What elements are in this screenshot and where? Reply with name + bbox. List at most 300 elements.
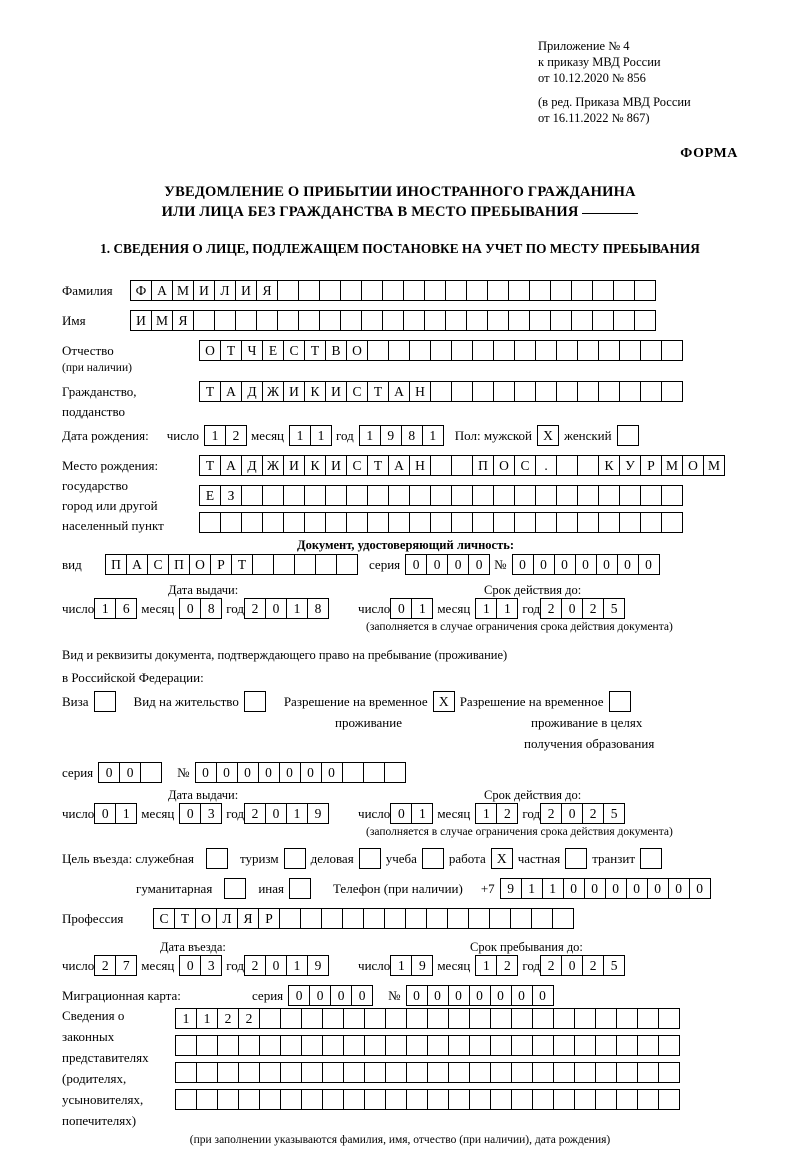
cell[interactable] — [550, 310, 572, 331]
cell[interactable]: М — [661, 455, 683, 476]
cell[interactable]: 9 — [307, 803, 329, 824]
cell[interactable]: С — [346, 455, 368, 476]
cell[interactable]: 1 — [390, 955, 412, 976]
cell[interactable] — [217, 1089, 239, 1110]
cell[interactable] — [556, 381, 578, 402]
cell[interactable] — [406, 1008, 428, 1029]
cell[interactable]: 2 — [582, 803, 604, 824]
cell[interactable]: 0 — [561, 803, 583, 824]
cell[interactable] — [406, 1062, 428, 1083]
cell[interactable]: Я — [256, 280, 278, 301]
cell[interactable]: Ж — [262, 381, 284, 402]
migration-number-input[interactable] — [406, 985, 553, 1006]
cell[interactable] — [447, 908, 469, 929]
permit-number-input[interactable] — [195, 762, 405, 783]
cell[interactable]: А — [151, 280, 173, 301]
legal-rep-input-row-2[interactable] — [175, 1035, 679, 1056]
cell[interactable]: Д — [241, 381, 263, 402]
cell[interactable]: Т — [231, 554, 253, 575]
cell[interactable] — [469, 1008, 491, 1029]
cell[interactable] — [616, 1062, 638, 1083]
cell[interactable]: 0 — [448, 985, 470, 1006]
cell[interactable]: 2 — [217, 1008, 239, 1029]
cell[interactable] — [301, 1089, 323, 1110]
temp-residence-checkbox[interactable]: X — [433, 691, 455, 712]
doc-valid-month-input[interactable] — [475, 598, 517, 619]
cell[interactable]: А — [126, 554, 148, 575]
cell[interactable] — [343, 1008, 365, 1029]
cell[interactable] — [322, 1035, 344, 1056]
cell[interactable] — [301, 1008, 323, 1029]
cell[interactable]: 0 — [179, 803, 201, 824]
cell[interactable]: 0 — [469, 985, 491, 1006]
phone-input[interactable] — [500, 878, 710, 899]
cell[interactable]: З — [220, 485, 242, 506]
cell[interactable] — [426, 908, 448, 929]
cell[interactable]: О — [682, 455, 704, 476]
cell[interactable] — [469, 1089, 491, 1110]
cell[interactable]: 0 — [309, 985, 331, 1006]
cell[interactable]: П — [168, 554, 190, 575]
cell[interactable] — [427, 1089, 449, 1110]
cell[interactable] — [430, 340, 452, 361]
cell[interactable]: 1 — [411, 598, 433, 619]
cell[interactable]: 3 — [200, 955, 222, 976]
cell[interactable]: 1 — [496, 598, 518, 619]
cell[interactable]: 0 — [575, 554, 597, 575]
cell[interactable]: Н — [409, 455, 431, 476]
cell[interactable] — [574, 1062, 596, 1083]
cell[interactable]: 2 — [540, 803, 562, 824]
cell[interactable]: И — [193, 280, 215, 301]
cell[interactable] — [532, 1089, 554, 1110]
cell[interactable]: Ф — [130, 280, 152, 301]
cell[interactable]: 0 — [98, 762, 120, 783]
cell[interactable] — [472, 340, 494, 361]
cell[interactable]: С — [153, 908, 175, 929]
doc-series-input[interactable] — [405, 554, 489, 575]
doc-number-input[interactable] — [512, 554, 659, 575]
cell[interactable] — [619, 340, 641, 361]
cell[interactable] — [300, 908, 322, 929]
cell[interactable]: 1 — [196, 1008, 218, 1029]
cell[interactable] — [424, 280, 446, 301]
cell[interactable] — [140, 762, 162, 783]
cell[interactable] — [574, 1089, 596, 1110]
cell[interactable] — [445, 310, 467, 331]
cell[interactable] — [514, 381, 536, 402]
cell[interactable] — [367, 340, 389, 361]
cell[interactable] — [613, 310, 635, 331]
cell[interactable] — [259, 1008, 281, 1029]
cell[interactable] — [510, 908, 532, 929]
cell[interactable]: 1 — [289, 425, 311, 446]
cell[interactable] — [514, 512, 536, 533]
permit-series-input[interactable] — [98, 762, 161, 783]
cell[interactable]: 2 — [244, 803, 266, 824]
cell[interactable] — [409, 485, 431, 506]
cell[interactable]: 9 — [380, 425, 402, 446]
cell[interactable]: С — [514, 455, 536, 476]
cell[interactable] — [199, 512, 221, 533]
cell[interactable] — [175, 1062, 197, 1083]
cell[interactable] — [235, 310, 257, 331]
cell[interactable]: . — [535, 455, 557, 476]
cell[interactable] — [658, 1035, 680, 1056]
cell[interactable]: Р — [640, 455, 662, 476]
cell[interactable] — [508, 280, 530, 301]
cell[interactable]: 8 — [200, 598, 222, 619]
cell[interactable]: 1 — [115, 803, 137, 824]
cell[interactable]: Л — [216, 908, 238, 929]
cell[interactable] — [637, 1089, 659, 1110]
cell[interactable] — [363, 908, 385, 929]
edu-residence-checkbox[interactable] — [609, 691, 631, 712]
cell[interactable] — [490, 1035, 512, 1056]
cell[interactable] — [385, 1008, 407, 1029]
cell[interactable] — [532, 1035, 554, 1056]
stay-day-input[interactable] — [390, 955, 432, 976]
cell[interactable] — [637, 1035, 659, 1056]
cell[interactable]: 2 — [582, 598, 604, 619]
cell[interactable]: 1 — [422, 425, 444, 446]
cell[interactable] — [342, 762, 364, 783]
purpose-business-checkbox[interactable] — [359, 848, 381, 869]
cell[interactable]: П — [105, 554, 127, 575]
patronymic-input[interactable] — [199, 340, 682, 361]
cell[interactable] — [262, 485, 284, 506]
cell[interactable]: Н — [409, 381, 431, 402]
cell[interactable]: 0 — [330, 985, 352, 1006]
cell[interactable]: А — [220, 455, 242, 476]
cell[interactable] — [634, 310, 656, 331]
residence-permit-checkbox[interactable] — [244, 691, 266, 712]
cell[interactable] — [279, 908, 301, 929]
cell[interactable] — [367, 512, 389, 533]
cell[interactable] — [490, 1062, 512, 1083]
cell[interactable] — [430, 512, 452, 533]
profession-input[interactable] — [153, 908, 573, 929]
cell[interactable] — [283, 485, 305, 506]
cell[interactable]: 9 — [500, 878, 522, 899]
cell[interactable] — [343, 1035, 365, 1056]
citizenship-input[interactable] — [199, 381, 682, 402]
cell[interactable] — [301, 1035, 323, 1056]
cell[interactable]: Я — [172, 310, 194, 331]
visa-checkbox[interactable] — [94, 691, 116, 712]
cell[interactable] — [298, 310, 320, 331]
cell[interactable] — [321, 908, 343, 929]
cell[interactable] — [319, 280, 341, 301]
cell[interactable]: Т — [174, 908, 196, 929]
cell[interactable] — [364, 1089, 386, 1110]
cell[interactable] — [451, 512, 473, 533]
birthplace-input-row-1[interactable] — [199, 455, 724, 476]
cell[interactable]: И — [130, 310, 152, 331]
cell[interactable] — [388, 485, 410, 506]
cell[interactable] — [406, 1035, 428, 1056]
cell[interactable]: Р — [258, 908, 280, 929]
cell[interactable]: 0 — [605, 878, 627, 899]
cell[interactable]: И — [235, 280, 257, 301]
cell[interactable] — [304, 485, 326, 506]
cell[interactable] — [493, 381, 515, 402]
cell[interactable] — [196, 1035, 218, 1056]
cell[interactable] — [451, 485, 473, 506]
purpose-transit-checkbox[interactable] — [640, 848, 662, 869]
permit-valid-year-input[interactable] — [540, 803, 624, 824]
legal-rep-input-row-4[interactable] — [175, 1089, 679, 1110]
cell[interactable] — [532, 1062, 554, 1083]
cell[interactable] — [175, 1089, 197, 1110]
cell[interactable]: И — [325, 455, 347, 476]
cell[interactable] — [340, 280, 362, 301]
cell[interactable]: 0 — [216, 762, 238, 783]
cell[interactable] — [619, 381, 641, 402]
cell[interactable] — [489, 908, 511, 929]
cell[interactable]: 0 — [447, 554, 469, 575]
cell[interactable]: 1 — [175, 1008, 197, 1029]
cell[interactable]: 1 — [94, 598, 116, 619]
cell[interactable] — [466, 310, 488, 331]
cell[interactable]: Е — [199, 485, 221, 506]
cell[interactable] — [577, 512, 599, 533]
cell[interactable] — [342, 908, 364, 929]
cell[interactable]: 0 — [533, 554, 555, 575]
cell[interactable]: Л — [214, 280, 236, 301]
cell[interactable] — [514, 485, 536, 506]
cell[interactable] — [598, 512, 620, 533]
cell[interactable] — [637, 1008, 659, 1029]
cell[interactable] — [382, 280, 404, 301]
sex-female-checkbox[interactable] — [617, 425, 639, 446]
cell[interactable] — [217, 1062, 239, 1083]
cell[interactable] — [616, 1035, 638, 1056]
permit-issue-year-input[interactable] — [244, 803, 328, 824]
cell[interactable] — [658, 1089, 680, 1110]
cell[interactable] — [577, 455, 599, 476]
cell[interactable] — [466, 280, 488, 301]
cell[interactable] — [409, 340, 431, 361]
cell[interactable]: О — [189, 554, 211, 575]
cell[interactable] — [514, 340, 536, 361]
cell[interactable] — [556, 455, 578, 476]
cell[interactable] — [259, 1089, 281, 1110]
cell[interactable]: Ж — [262, 455, 284, 476]
cell[interactable] — [427, 1062, 449, 1083]
cell[interactable]: К — [304, 381, 326, 402]
cell[interactable]: М — [172, 280, 194, 301]
cell[interactable] — [574, 1035, 596, 1056]
cell[interactable] — [577, 381, 599, 402]
cell[interactable] — [535, 512, 557, 533]
cell[interactable] — [343, 1089, 365, 1110]
cell[interactable]: 0 — [351, 985, 373, 1006]
cell[interactable] — [531, 908, 553, 929]
cell[interactable] — [487, 280, 509, 301]
cell[interactable] — [511, 1008, 533, 1029]
cell[interactable] — [571, 310, 593, 331]
cell[interactable] — [640, 381, 662, 402]
cell[interactable] — [405, 908, 427, 929]
cell[interactable] — [252, 554, 274, 575]
cell[interactable] — [193, 310, 215, 331]
cell[interactable] — [595, 1089, 617, 1110]
cell[interactable]: И — [325, 381, 347, 402]
cell[interactable] — [283, 512, 305, 533]
migration-series-input[interactable] — [288, 985, 372, 1006]
cell[interactable] — [406, 1089, 428, 1110]
cell[interactable] — [315, 554, 337, 575]
cell[interactable] — [241, 512, 263, 533]
cell[interactable] — [577, 485, 599, 506]
cell[interactable] — [472, 381, 494, 402]
cell[interactable] — [448, 1089, 470, 1110]
cell[interactable]: К — [304, 455, 326, 476]
cell[interactable] — [448, 1035, 470, 1056]
cell[interactable] — [490, 1008, 512, 1029]
doc-valid-year-input[interactable] — [540, 598, 624, 619]
cell[interactable] — [340, 310, 362, 331]
cell[interactable]: Т — [367, 455, 389, 476]
cell[interactable] — [301, 1062, 323, 1083]
cell[interactable] — [661, 381, 683, 402]
cell[interactable] — [532, 1008, 554, 1029]
cell[interactable] — [403, 280, 425, 301]
cell[interactable] — [343, 1062, 365, 1083]
cell[interactable] — [493, 512, 515, 533]
cell[interactable] — [472, 485, 494, 506]
cell[interactable]: 2 — [94, 955, 116, 976]
cell[interactable] — [658, 1008, 680, 1029]
cell[interactable]: 0 — [195, 762, 217, 783]
cell[interactable]: Я — [237, 908, 259, 929]
cell[interactable]: 0 — [584, 878, 606, 899]
cell[interactable]: О — [199, 340, 221, 361]
cell[interactable] — [424, 310, 446, 331]
cell[interactable] — [367, 485, 389, 506]
cell[interactable]: М — [151, 310, 173, 331]
cell[interactable]: 1 — [475, 955, 497, 976]
cell[interactable] — [364, 1035, 386, 1056]
cell[interactable]: 0 — [512, 554, 534, 575]
cell[interactable] — [262, 512, 284, 533]
cell[interactable] — [384, 762, 406, 783]
cell[interactable] — [574, 1008, 596, 1029]
cell[interactable]: 8 — [401, 425, 423, 446]
cell[interactable]: 2 — [244, 598, 266, 619]
cell[interactable] — [658, 1062, 680, 1083]
cell[interactable] — [637, 1062, 659, 1083]
cell[interactable]: 0 — [468, 554, 490, 575]
cell[interactable] — [277, 280, 299, 301]
cell[interactable] — [487, 310, 509, 331]
purpose-other-checkbox[interactable] — [289, 878, 311, 899]
cell[interactable] — [640, 485, 662, 506]
doc-issue-day-input[interactable] — [94, 598, 136, 619]
cell[interactable]: 0 — [265, 598, 287, 619]
cell[interactable]: О — [195, 908, 217, 929]
cell[interactable] — [553, 1008, 575, 1029]
cell[interactable] — [364, 1062, 386, 1083]
cell[interactable]: Д — [241, 455, 263, 476]
cell[interactable]: 0 — [405, 554, 427, 575]
cell[interactable] — [259, 1035, 281, 1056]
cell[interactable] — [595, 1035, 617, 1056]
cell[interactable]: 0 — [561, 955, 583, 976]
cell[interactable] — [427, 1035, 449, 1056]
cell[interactable]: А — [220, 381, 242, 402]
cell[interactable] — [640, 340, 662, 361]
cell[interactable] — [616, 1008, 638, 1029]
cell[interactable]: В — [325, 340, 347, 361]
cell[interactable] — [595, 1062, 617, 1083]
cell[interactable] — [511, 1062, 533, 1083]
cell[interactable] — [220, 512, 242, 533]
purpose-service-checkbox[interactable] — [206, 848, 228, 869]
cell[interactable] — [336, 554, 358, 575]
cell[interactable]: 2 — [540, 598, 562, 619]
cell[interactable]: 1 — [475, 598, 497, 619]
cell[interactable] — [384, 908, 406, 929]
cell[interactable]: 0 — [626, 878, 648, 899]
cell[interactable] — [325, 512, 347, 533]
cell[interactable]: 0 — [617, 554, 639, 575]
cell[interactable] — [196, 1062, 218, 1083]
cell[interactable] — [535, 381, 557, 402]
cell[interactable] — [256, 310, 278, 331]
cell[interactable] — [430, 455, 452, 476]
cell[interactable] — [382, 310, 404, 331]
birth-day-input[interactable] — [204, 425, 246, 446]
cell[interactable] — [385, 1089, 407, 1110]
cell[interactable] — [403, 310, 425, 331]
cell[interactable]: 0 — [288, 985, 310, 1006]
cell[interactable]: 0 — [237, 762, 259, 783]
legal-rep-input-row-3[interactable] — [175, 1062, 679, 1083]
cell[interactable] — [361, 280, 383, 301]
cell[interactable]: 5 — [603, 598, 625, 619]
cell[interactable] — [451, 340, 473, 361]
cell[interactable] — [535, 340, 557, 361]
cell[interactable] — [322, 1062, 344, 1083]
cell[interactable]: 0 — [689, 878, 711, 899]
cell[interactable] — [238, 1062, 260, 1083]
permit-issue-month-input[interactable] — [179, 803, 221, 824]
cell[interactable] — [217, 1035, 239, 1056]
purpose-humanitarian-checkbox[interactable] — [224, 878, 246, 899]
cell[interactable] — [619, 512, 641, 533]
cell[interactable]: 0 — [406, 985, 428, 1006]
cell[interactable] — [280, 1008, 302, 1029]
cell[interactable]: Т — [304, 340, 326, 361]
cell[interactable]: О — [493, 455, 515, 476]
cell[interactable] — [472, 512, 494, 533]
cell[interactable]: 0 — [258, 762, 280, 783]
cell[interactable]: С — [283, 340, 305, 361]
cell[interactable]: 9 — [411, 955, 433, 976]
cell[interactable] — [553, 1062, 575, 1083]
legal-rep-input-row-1[interactable] — [175, 1008, 679, 1029]
cell[interactable] — [556, 340, 578, 361]
cell[interactable] — [298, 280, 320, 301]
cell[interactable] — [280, 1062, 302, 1083]
cell[interactable]: К — [598, 455, 620, 476]
cell[interactable] — [322, 1008, 344, 1029]
cell[interactable]: 0 — [179, 598, 201, 619]
entry-year-input[interactable] — [244, 955, 328, 976]
cell[interactable] — [598, 485, 620, 506]
